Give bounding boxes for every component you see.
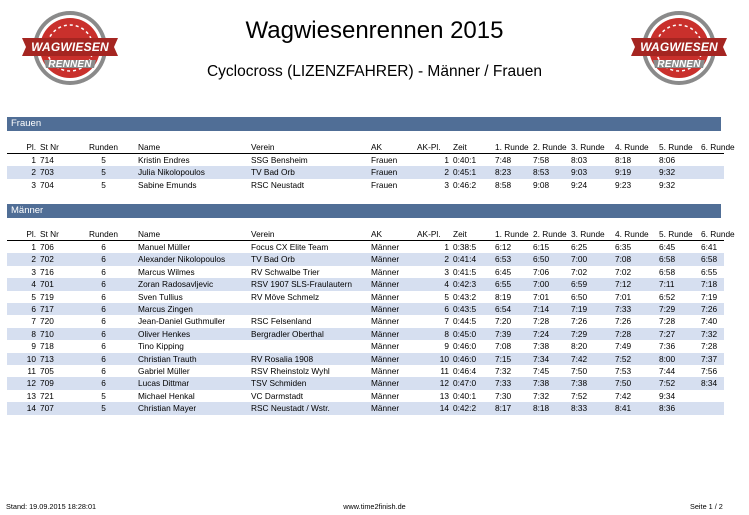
cell-r5: 6:58 bbox=[659, 266, 676, 277]
cell-verein: SSG Bensheim bbox=[251, 155, 308, 165]
cell-r1: 7:48 bbox=[495, 155, 512, 165]
cell-r5: 9:32 bbox=[658, 166, 700, 178]
col-zeit: Zeit bbox=[452, 141, 494, 154]
cell-r4: 7:53 bbox=[615, 366, 632, 377]
cell-akpl: 13 bbox=[439, 390, 449, 401]
cell-stnr: 709 bbox=[39, 377, 69, 389]
cell-r4: 9:23 bbox=[615, 179, 632, 190]
col-zeit: Zeit bbox=[452, 228, 494, 241]
cell-r2: 7:38 bbox=[533, 341, 550, 352]
footer-timestamp: Stand: 19.09.2015 18:28:01 bbox=[6, 502, 97, 511]
col-r6: 6. Runde bbox=[701, 229, 735, 239]
cell-pl: 10 bbox=[7, 353, 39, 365]
cell-zeit: 0:42:3 bbox=[452, 278, 494, 290]
cell-pl: 9 bbox=[31, 341, 36, 352]
cell-stnr: 706 bbox=[40, 242, 54, 252]
svg-text:RENNEN: RENNEN bbox=[48, 59, 92, 70]
footer-website: www.time2finish.de bbox=[343, 502, 406, 511]
col-runden: Runden bbox=[69, 228, 137, 241]
cell-r3: 6:25 bbox=[571, 242, 588, 252]
cell-zeit: 0:45:1 bbox=[452, 166, 494, 178]
cell-runden: 5 bbox=[69, 402, 137, 414]
cell-r3: 7:38 bbox=[570, 377, 614, 389]
cell-zeit: 0:41:5 bbox=[453, 266, 477, 277]
col-r1: 1. Runde bbox=[494, 228, 532, 241]
cell-runden: 5 bbox=[101, 155, 106, 165]
cell-verein: TSV Schmiden bbox=[250, 377, 370, 389]
cell-pl: 11 bbox=[27, 366, 36, 377]
cell-akpl: 7 bbox=[444, 316, 449, 327]
cell-zeit: 0:45:0 bbox=[452, 328, 494, 340]
cell-r3: 8:03 bbox=[571, 155, 588, 165]
cell-r6: 6:55 bbox=[701, 266, 718, 277]
cell-r3: 6:59 bbox=[570, 278, 614, 290]
cell-pl: 8 bbox=[7, 328, 39, 340]
cell-verein: TV Bad Orb bbox=[250, 166, 370, 178]
cell-name: Julia Nikolopoulos bbox=[137, 166, 250, 178]
cell-runden: 6 bbox=[69, 253, 137, 265]
cell-pl: 4 bbox=[7, 278, 39, 290]
cell-verein: TV Bad Orb bbox=[250, 253, 370, 265]
cell-r6 bbox=[700, 390, 724, 402]
cell-ak: Männer bbox=[371, 291, 400, 302]
cell-verein: RSV 1907 SLS-Fraulautern bbox=[250, 278, 370, 290]
cell-r5: 9:34 bbox=[659, 390, 676, 401]
cell-akpl: 2 bbox=[416, 166, 452, 178]
col-ak: AK bbox=[370, 228, 416, 241]
cell-r6: 7:28 bbox=[701, 341, 718, 352]
cell-r2: 7:24 bbox=[532, 328, 570, 340]
cell-zeit: 0:41:4 bbox=[452, 253, 494, 265]
cell-r1: 6:45 bbox=[495, 266, 512, 277]
cell-r3: 7:02 bbox=[571, 266, 588, 277]
table-row bbox=[7, 402, 724, 414]
table-row bbox=[7, 353, 724, 365]
cell-name: Christian Trauth bbox=[137, 353, 250, 365]
cell-name: Marcus Wilmes bbox=[138, 266, 195, 277]
cell-r1: 7:08 bbox=[495, 341, 512, 352]
cell-verein: RV Möve Schmelz bbox=[251, 291, 320, 302]
col-pl: Pl. bbox=[7, 228, 39, 241]
cell-r1: 8:17 bbox=[494, 402, 532, 414]
cell-akpl: 11 bbox=[440, 366, 449, 377]
cell-ak: Frauen bbox=[370, 166, 416, 178]
cell-stnr: 716 bbox=[40, 266, 54, 277]
footer-page-number: Seite 1 / 2 bbox=[690, 502, 723, 511]
svg-text:RENNEN: RENNEN bbox=[657, 59, 701, 70]
cell-zeit: 0:46:4 bbox=[453, 366, 477, 377]
cell-verein bbox=[250, 303, 370, 315]
cell-name: Oliver Henkes bbox=[137, 328, 250, 340]
results-table-frauen bbox=[7, 141, 735, 191]
cell-name: Tino Kipping bbox=[138, 341, 184, 352]
cell-name: Kristin Endres bbox=[138, 155, 190, 165]
results-table-maenner bbox=[7, 228, 735, 415]
cell-r4: 7:02 bbox=[615, 266, 632, 277]
cell-r5: 7:28 bbox=[659, 316, 676, 327]
page-title: Wagwiesenrennen 2015 bbox=[245, 17, 504, 44]
cell-runden: 6 bbox=[101, 341, 106, 352]
cell-r4: 7:08 bbox=[614, 253, 658, 265]
cell-zeit: 0:46:0 bbox=[452, 353, 494, 365]
cell-ak: Männer bbox=[370, 377, 416, 389]
table-row bbox=[7, 315, 724, 327]
cell-r2: 8:53 bbox=[532, 166, 570, 178]
table-header-row bbox=[7, 228, 724, 241]
cell-verein bbox=[250, 340, 370, 352]
cell-r3: 7:00 bbox=[570, 253, 614, 265]
cell-name: Zoran Radosavljevic bbox=[137, 278, 250, 290]
cell-r2: 7:01 bbox=[533, 291, 550, 302]
cell-r6: 6:58 bbox=[700, 253, 724, 265]
cell-pl: 13 bbox=[26, 390, 36, 401]
cell-pl: 5 bbox=[31, 291, 36, 302]
cell-verein: Focus CX Elite Team bbox=[251, 242, 329, 252]
cell-r3: 8:33 bbox=[570, 402, 614, 414]
cell-stnr: 721 bbox=[40, 390, 54, 401]
cell-akpl: 1 bbox=[444, 242, 449, 252]
table-row bbox=[7, 390, 724, 402]
cell-r6 bbox=[700, 166, 724, 178]
cell-r2: 7:32 bbox=[533, 390, 550, 401]
cell-akpl: 2 bbox=[416, 253, 452, 265]
cell-stnr: 717 bbox=[39, 303, 69, 315]
cell-r1: 8:19 bbox=[495, 291, 512, 302]
cell-pl: 7 bbox=[31, 316, 36, 327]
cell-r5: 6:45 bbox=[659, 242, 676, 252]
table-row bbox=[7, 278, 724, 290]
cell-name: Lucas Dittmar bbox=[137, 377, 250, 389]
cell-pl: 1 bbox=[31, 155, 36, 165]
cell-ak: Männer bbox=[371, 390, 400, 401]
cell-r6: 7:32 bbox=[700, 328, 724, 340]
col-verein: Verein bbox=[250, 141, 370, 154]
cell-runden: 5 bbox=[101, 179, 106, 190]
cell-r5: 8:36 bbox=[658, 402, 700, 414]
cell-pl: 6 bbox=[7, 303, 39, 315]
cell-akpl: 3 bbox=[444, 266, 449, 277]
cell-r4: 7:42 bbox=[615, 390, 632, 401]
section-header-maenner: Männer bbox=[7, 204, 721, 218]
cell-r5: 7:27 bbox=[658, 328, 700, 340]
cell-name: Marcus Zingen bbox=[137, 303, 250, 315]
cell-ak: Männer bbox=[370, 253, 416, 265]
cell-pl: 14 bbox=[7, 402, 39, 414]
col-r4: 4. Runde bbox=[614, 141, 658, 154]
cell-r6: 7:26 bbox=[700, 303, 724, 315]
col-r1: 1. Runde bbox=[494, 141, 532, 154]
cell-stnr: 718 bbox=[40, 341, 54, 352]
cell-r5: 7:11 bbox=[658, 278, 700, 290]
cell-zeit: 0:43:2 bbox=[453, 291, 477, 302]
col-r4: 4. Runde bbox=[614, 228, 658, 241]
cell-ak: Männer bbox=[370, 328, 416, 340]
cell-name: Manuel Müller bbox=[138, 242, 191, 252]
cell-zeit: 0:47:0 bbox=[452, 377, 494, 389]
cell-r2: 7:00 bbox=[532, 278, 570, 290]
cell-stnr: 704 bbox=[40, 179, 54, 190]
cell-r1: 8:23 bbox=[494, 166, 532, 178]
cell-r4: 7:28 bbox=[614, 328, 658, 340]
table-row bbox=[7, 179, 724, 191]
cell-r5: 8:06 bbox=[659, 155, 676, 165]
cell-r4: 7:50 bbox=[614, 377, 658, 389]
cell-r6: 7:19 bbox=[701, 291, 718, 302]
cell-verein: RV Rosalia 1908 bbox=[250, 353, 370, 365]
cell-r3: 7:52 bbox=[571, 390, 588, 401]
col-r2: 2. Runde bbox=[532, 228, 570, 241]
cell-r1: 6:55 bbox=[494, 278, 532, 290]
table-row bbox=[7, 291, 724, 303]
cell-r1: 8:58 bbox=[495, 179, 512, 190]
cell-r4: 7:01 bbox=[615, 291, 632, 302]
table-row bbox=[7, 340, 724, 352]
cell-zeit: 0:43:5 bbox=[452, 303, 494, 315]
cell-r1: 6:12 bbox=[495, 242, 512, 252]
svg-text:WAGWIESEN: WAGWIESEN bbox=[31, 40, 109, 54]
cell-zeit: 0:46:0 bbox=[453, 341, 477, 352]
cell-stnr: 713 bbox=[39, 353, 69, 365]
section-header-frauen: Frauen bbox=[7, 117, 721, 131]
cell-r1: 7:32 bbox=[495, 366, 512, 377]
cell-runden: 6 bbox=[69, 353, 137, 365]
table-row bbox=[7, 253, 724, 265]
cell-r4: 7:12 bbox=[614, 278, 658, 290]
cell-pl: 12 bbox=[7, 377, 39, 389]
cell-r5: 6:58 bbox=[658, 253, 700, 265]
cell-r3: 7:42 bbox=[570, 353, 614, 365]
cell-r2: 6:15 bbox=[533, 242, 550, 252]
cell-akpl: 3 bbox=[444, 179, 449, 190]
col-akpl: AK-Pl. bbox=[416, 228, 452, 241]
cell-r6 bbox=[700, 402, 724, 414]
cell-r2: 7:06 bbox=[533, 266, 550, 277]
col-name: Name bbox=[137, 141, 250, 154]
cell-pl: 2 bbox=[7, 253, 39, 265]
cell-r5: 7:44 bbox=[659, 366, 676, 377]
cell-r1: 7:30 bbox=[495, 390, 512, 401]
cell-r1: 7:15 bbox=[494, 353, 532, 365]
cell-r3: 9:03 bbox=[570, 166, 614, 178]
cell-verein: RSC Felsenland bbox=[251, 316, 312, 327]
table-row bbox=[7, 377, 724, 389]
cell-r4: 7:26 bbox=[615, 316, 632, 327]
cell-akpl: 9 bbox=[444, 341, 449, 352]
cell-r2: 9:08 bbox=[533, 179, 550, 190]
cell-r2: 6:50 bbox=[532, 253, 570, 265]
cell-verein: Bergradler Oberthal bbox=[250, 328, 370, 340]
cell-r4: 6:35 bbox=[615, 242, 632, 252]
cell-r3: 7:26 bbox=[571, 316, 588, 327]
cell-runden: 6 bbox=[69, 377, 137, 389]
cell-runden: 5 bbox=[101, 390, 106, 401]
cell-r2: 7:45 bbox=[533, 366, 550, 377]
cell-runden: 6 bbox=[101, 366, 106, 377]
cell-r4: 8:41 bbox=[614, 402, 658, 414]
cell-ak: Männer bbox=[370, 278, 416, 290]
cell-ak: Männer bbox=[371, 341, 400, 352]
cell-r3: 6:50 bbox=[571, 291, 588, 302]
cell-runden: 6 bbox=[69, 303, 137, 315]
cell-r6: 6:41 bbox=[701, 242, 718, 252]
cell-runden: 6 bbox=[69, 328, 137, 340]
cell-r4: 8:18 bbox=[615, 155, 632, 165]
cell-ak: Männer bbox=[370, 353, 416, 365]
cell-akpl: 8 bbox=[416, 328, 452, 340]
cell-r1: 6:53 bbox=[494, 253, 532, 265]
cell-r4: 7:49 bbox=[615, 341, 632, 352]
cell-r5: 7:36 bbox=[659, 341, 676, 352]
col-r3: 3. Runde bbox=[570, 228, 614, 241]
col-verein: Verein bbox=[250, 228, 370, 241]
cell-akpl: 1 bbox=[444, 155, 449, 165]
cell-runden: 6 bbox=[101, 242, 106, 252]
col-akpl: AK-Pl. bbox=[416, 141, 452, 154]
cell-zeit: 0:40:1 bbox=[453, 390, 477, 401]
col-r5: 5. Runde bbox=[658, 141, 700, 154]
col-stnr: St Nr bbox=[39, 141, 69, 154]
cell-r3: 7:29 bbox=[570, 328, 614, 340]
col-name: Name bbox=[137, 228, 250, 241]
cell-ak: Männer bbox=[371, 242, 400, 252]
cell-r5: 6:52 bbox=[659, 291, 676, 302]
cell-name: Christian Mayer bbox=[137, 402, 250, 414]
cell-ak: Frauen bbox=[371, 179, 398, 190]
table-row bbox=[7, 166, 724, 178]
cell-stnr: 710 bbox=[39, 328, 69, 340]
cell-r2: 7:58 bbox=[533, 155, 550, 165]
cell-akpl: 5 bbox=[444, 291, 449, 302]
table-header-row bbox=[7, 141, 724, 154]
cell-name: Alexander Nikolopoulos bbox=[137, 253, 250, 265]
col-r5: 5. Runde bbox=[658, 228, 700, 241]
cell-r4: 7:52 bbox=[614, 353, 658, 365]
cell-akpl: 10 bbox=[416, 353, 452, 365]
cell-r2: 7:38 bbox=[532, 377, 570, 389]
cell-verein: RSV Rheinstolz Wyhl bbox=[251, 366, 330, 377]
cell-zeit: 0:38:5 bbox=[453, 242, 477, 252]
cell-ak: Frauen bbox=[371, 155, 398, 165]
cell-runden: 5 bbox=[69, 166, 137, 178]
cell-zeit: 0:44:5 bbox=[453, 316, 477, 327]
cell-r1: 6:54 bbox=[494, 303, 532, 315]
cell-r3: 8:20 bbox=[571, 341, 588, 352]
cell-r2: 7:34 bbox=[532, 353, 570, 365]
cell-stnr: 703 bbox=[39, 166, 69, 178]
cell-r5: 7:52 bbox=[658, 377, 700, 389]
cell-r6: 7:37 bbox=[700, 353, 724, 365]
cell-akpl: 14 bbox=[416, 402, 452, 414]
cell-r1: 7:39 bbox=[494, 328, 532, 340]
col-r6: 6. Runde bbox=[701, 142, 735, 152]
cell-r2: 7:14 bbox=[532, 303, 570, 315]
cell-r6: 8:34 bbox=[700, 377, 724, 389]
cell-ak: Männer bbox=[371, 266, 400, 277]
cell-zeit: 0:42:2 bbox=[452, 402, 494, 414]
cell-r2: 8:18 bbox=[532, 402, 570, 414]
cell-zeit: 0:46:2 bbox=[453, 179, 477, 190]
col-ak: AK bbox=[370, 141, 416, 154]
cell-r3: 7:50 bbox=[571, 366, 588, 377]
col-r3: 3. Runde bbox=[570, 141, 614, 154]
col-runden: Runden bbox=[69, 141, 137, 154]
cell-name: Sven Tullius bbox=[138, 291, 183, 302]
cell-r6 bbox=[700, 179, 724, 191]
cell-verein: RV Schwalbe Trier bbox=[251, 266, 320, 277]
cell-stnr: 702 bbox=[39, 253, 69, 265]
page-subtitle: Cyclocross (LIZENZFAHRER) - Männer / Frauen bbox=[206, 63, 543, 80]
cell-name: Michael Henkal bbox=[138, 390, 195, 401]
cell-r5: 9:32 bbox=[659, 179, 676, 190]
cell-runden: 6 bbox=[101, 266, 106, 277]
cell-pl: 1 bbox=[31, 242, 36, 252]
cell-name: Jean-Daniel Guthmuller bbox=[138, 316, 226, 327]
cell-r1: 7:20 bbox=[495, 316, 512, 327]
cell-r5: 8:00 bbox=[658, 353, 700, 365]
cell-stnr: 701 bbox=[39, 278, 69, 290]
cell-r2: 7:28 bbox=[533, 316, 550, 327]
svg-text:WAGWIESEN: WAGWIESEN bbox=[640, 40, 718, 54]
table-row bbox=[7, 365, 724, 377]
cell-verein: RSC Neustadt bbox=[251, 179, 305, 190]
cell-verein: RSC Neustadt / Wstr. bbox=[250, 402, 370, 414]
cell-ak: Männer bbox=[371, 366, 400, 377]
cell-r1: 7:33 bbox=[494, 377, 532, 389]
cell-r6: 7:56 bbox=[701, 366, 718, 377]
cell-stnr: 707 bbox=[39, 402, 69, 414]
cell-ak: Männer bbox=[370, 303, 416, 315]
cell-r6: 7:18 bbox=[700, 278, 724, 290]
col-stnr: St Nr bbox=[39, 228, 69, 241]
cell-r3: 9:24 bbox=[571, 179, 588, 190]
cell-ak: Männer bbox=[371, 316, 400, 327]
table-row bbox=[7, 303, 724, 315]
cell-pl: 3 bbox=[31, 179, 36, 190]
cell-name: Sabine Emunds bbox=[138, 179, 197, 190]
table-row bbox=[7, 241, 724, 254]
cell-verein: VC Darmstadt bbox=[251, 390, 304, 401]
cell-r6: 7:40 bbox=[701, 316, 718, 327]
cell-runden: 6 bbox=[101, 291, 106, 302]
cell-runden: 6 bbox=[69, 278, 137, 290]
cell-stnr: 714 bbox=[40, 155, 54, 165]
cell-akpl: 12 bbox=[416, 377, 452, 389]
table-row bbox=[7, 328, 724, 340]
cell-r4: 9:19 bbox=[614, 166, 658, 178]
cell-stnr: 705 bbox=[40, 366, 54, 377]
cell-akpl: 4 bbox=[416, 278, 452, 290]
cell-r6 bbox=[700, 154, 724, 167]
table-row bbox=[7, 266, 724, 278]
cell-r4: 7:33 bbox=[614, 303, 658, 315]
cell-name: Gabriel Müller bbox=[138, 366, 190, 377]
cell-pl: 3 bbox=[31, 266, 36, 277]
table-row bbox=[7, 154, 724, 167]
cell-akpl: 6 bbox=[416, 303, 452, 315]
cell-r5: 7:29 bbox=[658, 303, 700, 315]
cell-r3: 7:19 bbox=[570, 303, 614, 315]
cell-runden: 6 bbox=[101, 316, 106, 327]
cell-pl: 2 bbox=[7, 166, 39, 178]
col-pl: Pl. bbox=[7, 141, 39, 154]
cell-stnr: 720 bbox=[40, 316, 54, 327]
cell-zeit: 0:40:1 bbox=[453, 155, 477, 165]
cell-stnr: 719 bbox=[40, 291, 54, 302]
col-r2: 2. Runde bbox=[532, 141, 570, 154]
cell-ak: Männer bbox=[370, 402, 416, 414]
